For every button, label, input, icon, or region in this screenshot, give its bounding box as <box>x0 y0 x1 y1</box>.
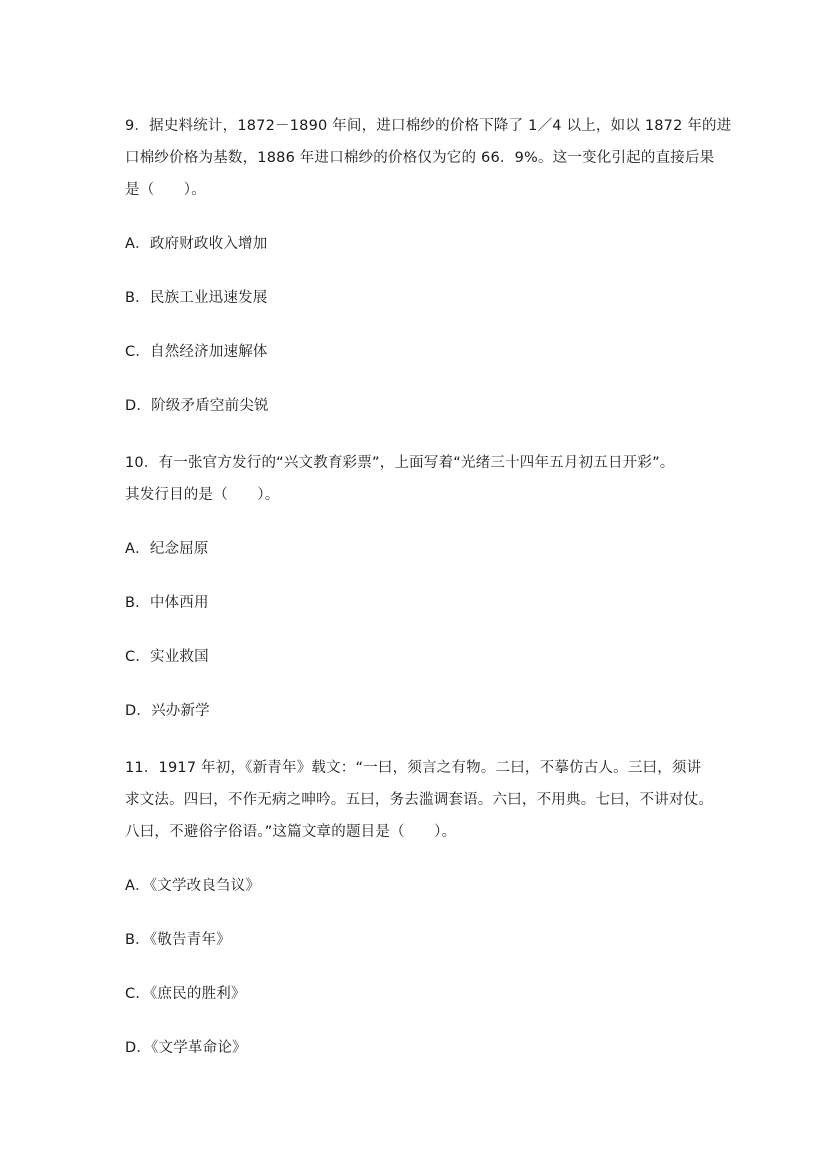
question-9-text-line-3: 是（ ）。 <box>125 182 206 198</box>
question-11-option-b: B．《敬告青年》 <box>125 932 231 948</box>
question-10-text-line-1: 10．有一张官方发行的“兴文教育彩票”，上面写着“光绪三十四年五月初五日开彩”。 <box>125 455 675 471</box>
question-9-option-c: C．自然经济加速解体 <box>125 344 268 360</box>
question-9-text-line-1: 9．据史料统计，1872－1890 年间，进口棉纱的价格下降了 1／4 以上，如以 1872 年的进 <box>125 118 732 134</box>
question-10-text-line-2: 其发行目的是（ ）。 <box>125 487 280 503</box>
question-11-text-line-2: 求文法。四曰，不作无病之呻吟。五曰，务去滥调套语。六曰，不用典。七曰，不讲对仗。 <box>125 792 713 808</box>
question-10-option-d: D．兴办新学 <box>125 703 210 719</box>
question-10-option-b: B．中体西用 <box>125 595 209 611</box>
question-11-option-a: A．《文学改良刍议》 <box>125 878 261 894</box>
question-11-option-c: C．《庶民的胜利》 <box>125 986 246 1002</box>
question-9-text-line-2: 口棉纱价格为基数，1886 年进口棉纱的价格仅为它的 66．9%。这一变化引起的直接后果 <box>125 150 715 166</box>
question-9-option-b: B．民族工业迅速发展 <box>125 290 268 306</box>
question-9-option-d: D．阶级矛盾空前尖锐 <box>125 398 269 414</box>
question-11-option-d: D．《文学革命论》 <box>125 1040 247 1056</box>
question-10-option-a: A．纪念屈原 <box>125 541 209 557</box>
question-10-option-c: C．实业救国 <box>125 649 209 665</box>
question-9-option-a: A．政府财政收入增加 <box>125 236 268 252</box>
question-11-text-line-1: 11．1917 年初，《新青年》载文：“一曰，须言之有物。二曰，不摹仿古人。三曰，须讲 <box>125 760 702 776</box>
question-11-text-line-3: 八曰，不避俗字俗语。”这篇文章的题目是（ ）。 <box>125 824 457 840</box>
